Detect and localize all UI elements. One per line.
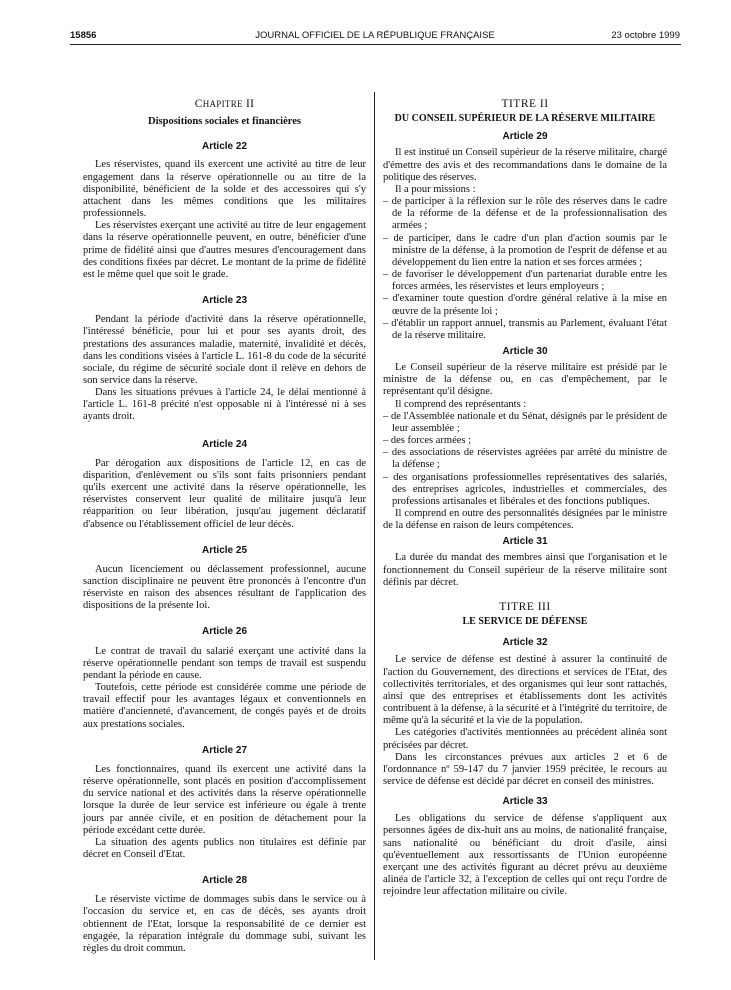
article-24-heading: Article 24 [201, 438, 248, 450]
article-25-heading: Article 25 [201, 544, 248, 556]
header-rule [70, 44, 681, 45]
paragraph: Il a pour missions : [395, 183, 476, 195]
article-27-body [83, 764, 366, 861]
column-divider [374, 92, 375, 960]
paragraph: La situation des agents publics non titulaires est définie par décret en Conseil d'Etat. [83, 836, 366, 860]
paragraph: Toutefois, cette période est considérée comme une période de travail effectif pour les avantages légaux et conventionnels en matière d'ancienneté, d'avancement, de congés payés et de droits aux prestations sociales. [83, 682, 366, 730]
list-item: – de l'Assemblée nationale et du Sénat, désignés par le président de leur assemblée ; [383, 410, 667, 434]
list-item: – de participer à la réflexion sur le rôle des réserves dans le cadre de la réforme de la défense et de la professionnalisation des armées ; [383, 196, 667, 232]
article-29-heading: Article 29 [502, 131, 548, 143]
mission-list [383, 196, 667, 342]
article-30-heading: Article 30 [502, 345, 548, 357]
paragraph: Les réservistes, quand ils exercent une activité au titre de leur engagement dans la réserve opérationnelle ou au titre de la disponibilité, bénéficient de la solde et des accessoires qui s'y attachent dans les mêmes conditions que les militaires professionnels. [83, 159, 366, 220]
page-number: 15856 [70, 30, 97, 41]
chapter-number: II [246, 98, 255, 110]
paragraph: Le Conseil supérieur de la réserve militaire est présidé par le ministre de la défense ou, en cas d'empêchement, par le représentant qu'il désigne. [383, 362, 667, 398]
titre-3-heading: TITRE III [499, 600, 551, 613]
list-item: – des organisations professionnelles représentatives des salariés, des entreprises agricoles, industrielles et commerciales, des professions artisanales et libérales et des fonctions publiques. [383, 471, 667, 507]
list-item: – de favoriser le développement d'un partenariat durable entre les forces armées, les réservistes et leurs employeurs ; [383, 269, 667, 293]
article-22-heading: Article 22 [201, 141, 248, 153]
article-33-heading: Article 33 [502, 796, 548, 808]
paragraph: Le service de défense est destiné à assurer la continuité de l'action du Gouvernement, des directions et services de l'Etat, des collectivités territoriales, et des organismes qui leur sont rattachés, ainsi que des entreprises et établissements dont les activités contribuent à la défense, à la sécurité et à l'intégrité du territoire, de même qu'à la sécurité et la vie de la population. [383, 654, 667, 727]
titre-3-subtitle: LE SERVICE DE DÉFENSE [462, 616, 588, 628]
chapter-subtitle: Dispositions sociales et financières [148, 116, 301, 128]
paragraph: La durée du mandat des membres ainsi que l'organisation et le fonctionnement du Conseil supérieur de la réserve militaire sont définis par décret. [383, 552, 667, 588]
article-33-body [383, 813, 667, 898]
paragraph: Il comprend en outre des personnalités désignées par le ministre de la défense en raison de leurs compétences. [383, 508, 667, 532]
chapter-heading [83, 98, 366, 110]
paragraph: Aucun licenciement ou déclassement professionnel, aucune sanction disciplinaire ne peuvent être prononcés à l'encontre d'un réserviste en raison des absences résultant de l'application des dispositions de la présente loi. [83, 563, 366, 612]
publication-date: 23 octobre 1999 [611, 30, 680, 41]
paragraph: Le contrat de travail du salarié exerçant une activité dans la réserve opérationnelle pendant son temps de travail est suspendu pendant la période en cause. [83, 645, 366, 681]
article-32-heading: Article 32 [502, 637, 548, 649]
titre-2-heading: TITRE II [501, 98, 549, 110]
article-30-body [383, 362, 667, 532]
article-23-heading: Article 23 [201, 295, 248, 307]
article-25-body [83, 564, 366, 613]
page-header [70, 26, 680, 46]
article-26-heading: Article 26 [201, 626, 248, 638]
titre-2-subtitle: DU CONSEIL SUPÉRIEUR DE LA RÉSERVE MILITAIRE [394, 113, 656, 125]
chapter-word-rest: HAPITRE [202, 99, 243, 109]
right-column [383, 98, 667, 898]
paragraph: Pendant la période d'activité dans la réserve opérationnelle, l'intéressé bénéficie, pour lui et pour ses ayants droit, des prestations des assurances maladie, maternité, invalidité et décès, dans les conditions visées à l'article L. 161-8 du code de la sécurité sociale, du régime de sécurité sociale dont il relève en dehors de son service dans la réserve. [83, 314, 366, 386]
article-28-body [83, 894, 366, 955]
article-31-heading: Article 31 [502, 536, 548, 548]
paragraph: Par dérogation aux dispositions de l'article 12, en cas de disparition, d'enlèvement ou s'ils sont faits prisonniers pendant qu'ils exercent une activité dans la réserve opérationnelle, les réservistes conservent leur qualité de militaire jusqu'à leur réapparition ou leur libération, jusqu'au jugement déclaratif d'absence ou l'établissement officiel de leur décès. [83, 457, 366, 530]
paragraph: Dans les situations prévues à l'article 24, le délai mentionné à l'article L. 161-8 précité n'est opposable ni à l'intéressé ni à ses ayants droit. [83, 387, 366, 423]
paragraph: Le réserviste victime de dommages subis dans le service ou à l'occasion du service et, en cas de décès, ses ayants droit obtiennent de l'Etat, lorsque la responsabilité de ce dernier est engagée, la réparation intégrale du dommage subi, suivant les règles du droit commun. [83, 894, 366, 954]
list-item: – des forces armées ; [383, 435, 472, 447]
list-item: – d'examiner toute question d'ordre général relative à la mise en œuvre de la présente loi ; [383, 293, 667, 317]
article-32-body [383, 654, 667, 788]
left-column [83, 98, 366, 955]
list-item: – des associations de réservistes agréées par arrêté du ministre de la défense ; [383, 447, 667, 471]
article-23-body [83, 314, 366, 423]
article-28-heading: Article 28 [201, 875, 248, 887]
paragraph: Il est institué un Conseil supérieur de la réserve militaire, chargé d'émettre des avis et des recommandations dans le domaine de la politique des réserves. [383, 147, 667, 183]
paragraph: Les catégories d'activités mentionnées au précédent alinéa sont précisées par décret. [383, 727, 667, 751]
article-26-body [83, 646, 366, 731]
paragraph: Il comprend des représentants : [395, 398, 527, 410]
paragraph: Dans les circonstances prévues aux articles 2 et 6 de l'ordonnance nº 59-147 du 7 janvier 1959 précitée, le recours au service de défense est décidé par décret en conseil des ministres. [383, 751, 667, 787]
list-item: – de participer, dans le cadre d'un plan d'action soumis par le ministre de la défense, à la promotion de l'esprit de défense et au développement du lien entre la nation et ses forces armées ; [383, 232, 667, 268]
article-31-body [383, 552, 667, 588]
list-item: – d'établir un rapport annuel, transmis au Parlement, évaluant l'état de la réserve militaire. [383, 317, 667, 341]
article-27-heading: Article 27 [201, 744, 248, 756]
chapter-word-initial: C [194, 98, 203, 110]
paragraph: Les réservistes exerçant une activité au titre de leur engagement dans la réserve opérationnelle peuvent, en outre, bénéficier d'une prime de fidélité ainsi que d'autres mesures d'encouragement dans des conditions fixées par décret. Le montant de la prime de fidélité est le même quel que soit le grade. [83, 220, 366, 280]
representatives-list [383, 411, 667, 508]
paragraph: Les obligations du service de défense s'appliquent aux personnes âgées de dix-huit ans au moins, de nationalité française, sans nationalité ou bénéficiant du droit d'asile, ainsi qu'éventuellement aux ressortissants de l'Union européenne exerçant une des activités figurant au décret prévu au deuxième alinéa de l'article 32, à l'exception de celles qui ont reçu l'ordre de rejoindre leur affectation militaire ou civile. [383, 813, 667, 898]
paragraph: Les fonctionnaires, quand ils exercent une activité dans la réserve opérationnelle, sont placés en position d'accomplissement du service national et des activités dans la réserve opérationnelle lorsque la durée de leur service est inférieure ou égale à trente jours par année civile, et en position de détachement pour la période excédant cette durée. [83, 763, 366, 836]
journal-title: JOURNAL OFFICIEL DE LA RÉPUBLIQUE FRANÇAISE [255, 30, 495, 41]
article-24-body [83, 458, 366, 531]
article-22-body [83, 159, 366, 281]
article-29-body [383, 147, 667, 342]
